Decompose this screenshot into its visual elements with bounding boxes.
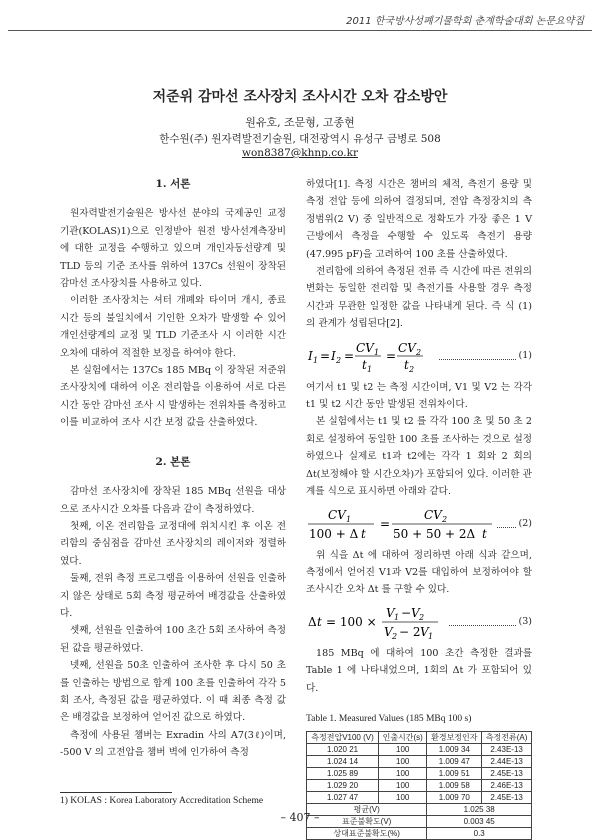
table-header-cell: 인출시간(s)	[379, 732, 427, 744]
right-paragraph-6: 185 MBq 에 대하여 100 초간 측정한 결과를 Table 1 에 나타내었으며, 1회의 Δt 가 포함되어 있다.	[306, 647, 532, 694]
footnote-rule	[60, 792, 172, 793]
equation-leader-dots	[449, 617, 516, 626]
svg-text:t: t	[317, 614, 322, 629]
table-cell: 1.029 20	[307, 780, 379, 792]
footnote: 1) KOLAS : Korea Laboratory Accreditation Scheme	[60, 796, 264, 806]
right-paragraph-2: 전리함에 의하여 측정된 전류 즉 시간에 따른 전위의 변화는 동일한 전리함 및 측전기를 사용할 경우 측정 시간과 무관한 일정한 값을 나타내게 된다. 즉 식 (1)의 관계가 성립된다[2].	[306, 266, 532, 330]
svg-text:=: =	[344, 348, 355, 363]
table-cell: 1.025 89	[307, 768, 379, 780]
affiliation: 한수원(주) 원자력발전기술원, 대전광역시 유성구 금병로 508	[159, 133, 441, 145]
svg-text:1: 1	[313, 355, 319, 365]
equation-3-formula	[306, 603, 446, 641]
svg-text:=: =	[380, 516, 391, 531]
table-header-row	[307, 732, 532, 744]
body-paragraph-4: 셋째, 선원을 인출하여 100 초간 5회 조사하여 측정된 값을 평균하였다.	[60, 625, 286, 654]
table-row	[307, 756, 532, 768]
equation-1	[306, 337, 532, 375]
table-cell: 1.009 34	[427, 744, 482, 756]
svg-text:2: 2	[416, 347, 422, 357]
right-column	[306, 176, 532, 840]
svg-text:2: 2	[442, 514, 448, 524]
svg-text:2: 2	[392, 631, 398, 641]
svg-text:= 100 ×: = 100 ×	[326, 614, 377, 629]
svg-text:CV: CV	[328, 507, 346, 522]
equation-1-number: (1)	[518, 349, 532, 361]
body-paragraph-3: 둘째, 전위 측정 프로그램을 이용하여 선원을 인출하지 않은 상태로 5회 측정 평균하여 배경값을 산출하였다.	[60, 573, 286, 619]
svg-text:2: 2	[419, 612, 425, 622]
header-rule	[8, 30, 592, 31]
table-row	[307, 744, 532, 756]
svg-text:V: V	[420, 624, 429, 639]
svg-text:2: 2	[336, 355, 342, 365]
right-paragraph-5: 위 식을 Δt 에 대하여 정리하면 아래 식과 같으며, 측정에서 얻어진 V1과 V2를 대입하여 보정하여야 할 조사시간 오차 Δt 를 구할 수 있다.	[306, 549, 532, 596]
svg-text:CV: CV	[356, 340, 374, 355]
authors: 원유호, 조문형, 고종현	[245, 116, 355, 129]
equation-1-formula	[306, 337, 436, 375]
table-row	[307, 768, 532, 780]
svg-text:I: I	[331, 348, 336, 363]
table-row	[307, 792, 532, 804]
right-paragraph-1: 하였다[1]. 측정 시간은 챔버의 체적, 측전기 용량 및 측정 전압 등에 의하여 결정되며, 전압 측정장치의 측정범위(2 V) 중 일반적으로 정확도가 가장 좋은 1 V 근방에서 측정을 수행할 수 있도록 측전기 용량(47.995 pF)을 고려하여 100 초를 산출하였다.	[306, 179, 532, 260]
summary-value: 0.3	[427, 828, 532, 840]
svg-text:1: 1	[346, 514, 352, 524]
equation-leader-dots	[439, 351, 516, 360]
equation-3	[306, 603, 532, 641]
svg-text:t: t	[362, 357, 367, 372]
svg-text:− 2: − 2	[399, 624, 421, 639]
summary-label: 상대표준불확도(%)	[307, 828, 427, 840]
svg-text:t: t	[404, 357, 409, 372]
page-number: – 407 –	[280, 811, 320, 824]
table-cell: 1.009 58	[427, 780, 482, 792]
svg-text:1: 1	[374, 347, 380, 357]
table-cell: 100	[379, 744, 427, 756]
body-paragraph-2: 첫째, 이온 전리함을 교정대에 위치시킨 후 이온 전리함의 중심점을 감마선 조사장치의 레이저와 정렬하였다.	[60, 520, 286, 567]
svg-text:Δ: Δ	[308, 614, 317, 629]
svg-text:−: −	[401, 605, 412, 620]
summary-label: 평균(V)	[307, 804, 427, 816]
svg-text:t: t	[361, 526, 366, 541]
equation-leader-dots	[497, 519, 516, 528]
table-cell: 2.46E-13	[482, 780, 532, 792]
right-paragraph-3: 여기서 t1 및 t2 는 측정 시간이며, V1 및 V2 는 각각 t1 및 t2 시간 동안 발생된 전위차이다.	[306, 381, 532, 411]
svg-text:CV: CV	[398, 340, 416, 355]
running-header: 2011 한국방사성폐기물학회 춘계학술대회 논문요약집	[346, 16, 584, 27]
svg-text:V: V	[384, 624, 393, 639]
summary-value: 1.025 38	[427, 804, 532, 816]
svg-text:2: 2	[409, 364, 415, 374]
svg-text:1: 1	[428, 631, 434, 641]
svg-text:=: =	[320, 348, 331, 363]
table-cell: 1.027 47	[307, 792, 379, 804]
table-cell: 100	[379, 768, 427, 780]
svg-text:CV: CV	[424, 507, 442, 522]
svg-text:=: =	[386, 348, 397, 363]
table-cell: 2.43E-13	[482, 744, 532, 756]
table-cell: 100	[379, 780, 427, 792]
svg-text:t: t	[482, 526, 487, 541]
svg-text:V: V	[411, 605, 420, 620]
intro-paragraph-1: 원자력발전기술원은 방사선 분야의 국제공인 교정기관(KOLAS)1)으로 인정받아 원전 방사선계측장비에 대한 교정을 수행하고 있으며 개인자동선량계 및 TLD 등의 기준 조사를 위하여 137Cs 선원이 장착된 감마선 조사장치를 사용하고 있다.	[60, 208, 286, 290]
section-heading-intro: 1. 서론	[155, 178, 191, 190]
summary-value: 0.003 45	[427, 816, 532, 828]
svg-text:I: I	[308, 348, 313, 363]
table-caption: Table 1. Measured Values (185 MBq 100 s)	[306, 713, 472, 724]
svg-text:V: V	[386, 605, 395, 620]
table-cell: 1.009 51	[427, 768, 482, 780]
table-header-cell: 측정전압V100 (V)	[307, 732, 379, 744]
paper-title: 저준위 감마선 조사장치 조사시간 오차 감소방안	[152, 89, 448, 105]
table-cell: 100	[379, 756, 427, 768]
svg-text:100 + Δ: 100 + Δ	[309, 526, 359, 541]
table-cell: 100	[379, 792, 427, 804]
summary-label: 표준불확도(V)	[307, 816, 427, 828]
email-link[interactable]: won8387@khnp.co.kr	[242, 147, 358, 159]
table-cell: 1.009 47	[427, 756, 482, 768]
table-cell: 1.020 21	[307, 744, 379, 756]
equation-3-number: (3)	[518, 616, 532, 628]
table-cell: 1.009 70	[427, 792, 482, 804]
svg-text:50 + 50 + 2Δ: 50 + 50 + 2Δ	[393, 526, 476, 541]
left-column	[60, 176, 286, 762]
svg-text:1: 1	[394, 612, 400, 622]
equation-2	[306, 505, 532, 543]
body-paragraph-5: 넷째, 선원을 50초 인출하여 조사한 후 다시 50 초를 인출하는 방법으로 합계 100 초를 인출하여 각각 5회 조사, 측정된 값을 평균하였다. 이 때 최종 측정 값은 배경값을 보정하여 얻어진 값으로 하였다.	[60, 660, 286, 724]
table-cell: 2.45E-13	[482, 792, 532, 804]
table-row	[307, 780, 532, 792]
body-paragraph-6: 측정에 사용된 챔버는 Exradin 사의 A7(3ℓ)이며, -500 V 의 고전압을 챔버 벽에 인가하여 측정	[60, 729, 286, 759]
section-heading-body: 2. 본론	[155, 455, 191, 468]
svg-text:1: 1	[367, 364, 373, 374]
equation-2-number: (2)	[518, 517, 532, 529]
table-header-cell: 환경보정인자	[427, 732, 482, 744]
table-header-cell: 측정전류(A)	[482, 732, 532, 744]
equation-2-formula	[306, 505, 494, 543]
table-cell: 1.024 14	[307, 756, 379, 768]
body-paragraph-1: 감마선 조사장치에 장착된 185 MBq 선원을 대상으로 조사시간 오차를 다음과 같이 측정하였다.	[60, 486, 286, 515]
intro-paragraph-3: 본 실험에서는 137Cs 185 MBq 이 장착된 저준위 조사장치에 대하여 이온 전리함을 이용하여 서로 다른 시간 동안 감마선 조사 시 발생하는 전위차를 측정하고 이를 비교하여 조사 시간 보정 값을 산출하였다.	[60, 365, 286, 429]
table-cell: 2.45E-13	[482, 768, 532, 780]
right-paragraph-4: 본 실험에서는 t1 및 t2 를 각각 100 초 및 50 초 2회로 설정하여 동일한 100 초를 조사하는 것으로 설정하였으나 실제로 t1과 t2에는 각각 1 회와 2 회의 Δt(보정해야 할 시간오차)가 포함되어 있다. 이러한 관계를 식으로 표시하면 아래와 같다.	[306, 416, 532, 498]
table-cell: 2.44E-13	[482, 756, 532, 768]
intro-paragraph-2: 이러한 조사장치는 셔터 개폐와 타이머 개시, 종료 시간 등의 불일치에서 기인한 오차가 발생할 수 있어 개인선량계의 교정 및 TLD 기준조사 시 이러한 시간 오차에 대하여 적절한 보정을 하여야 한다.	[60, 295, 286, 359]
